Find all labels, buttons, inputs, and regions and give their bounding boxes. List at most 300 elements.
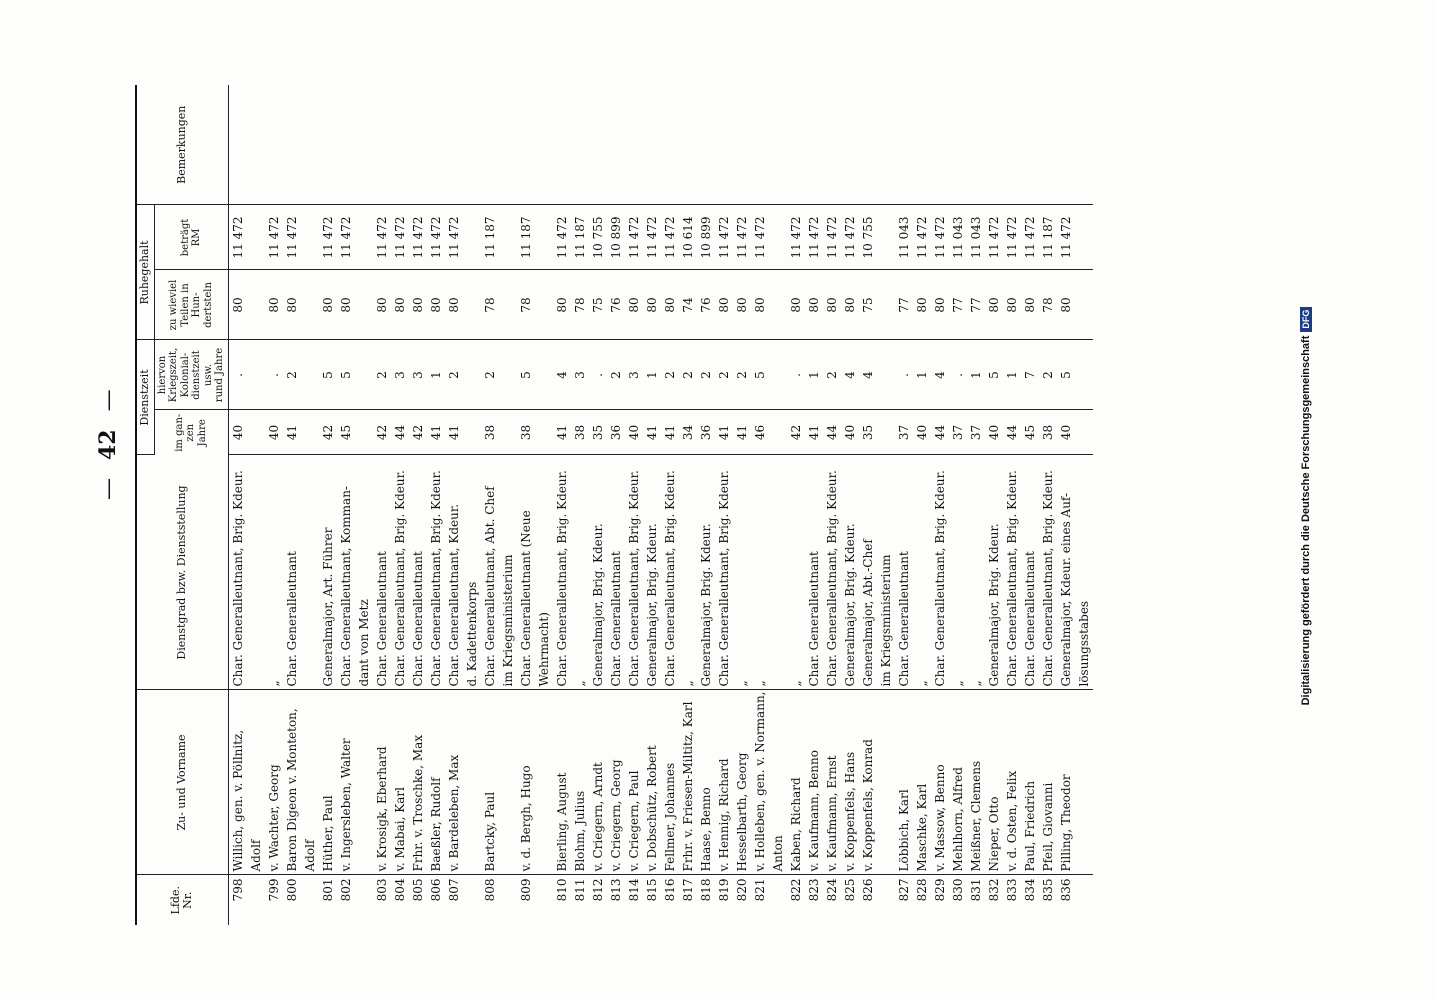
row-years-total: 36	[697, 410, 715, 455]
row-remarks	[1003, 85, 1021, 205]
table-row	[553, 85, 571, 925]
row-rank: dant von Metz	[355, 455, 373, 690]
row-years-war: .	[265, 340, 283, 410]
row-remarks	[228, 85, 247, 205]
row-name: v. Koppenfels, Konrad	[859, 690, 877, 875]
row-amount	[301, 205, 319, 270]
row-amount: 11 472	[643, 205, 661, 270]
row-years-war: 2	[1039, 340, 1057, 410]
row-years-total	[355, 410, 373, 455]
row-nr: 801	[320, 878, 335, 902]
row-name: Frhr. v. Friesen-Miltitz, Karl	[679, 690, 697, 875]
row-years-total	[301, 410, 319, 455]
table-row	[337, 85, 355, 925]
unit-jahre: Jahre	[196, 419, 208, 447]
row-nr	[535, 875, 553, 925]
row-percent: 80	[733, 270, 751, 340]
table-row	[445, 85, 463, 925]
row-percent: 75	[859, 270, 877, 340]
row-amount: 11 472	[319, 205, 337, 270]
table-row	[607, 85, 625, 925]
row-rank: Char. Generalleutnant (Neue	[517, 455, 535, 690]
row-years-total: 44	[391, 410, 409, 455]
row-rank: Generalmajor, Art. Führer	[319, 455, 337, 690]
row-nr	[247, 875, 265, 925]
row-nr: 811	[572, 878, 587, 902]
row-nr: 803	[374, 878, 389, 902]
row-percent: 80	[409, 270, 427, 340]
row-rank: „	[679, 455, 697, 690]
row-years-total: 34	[679, 410, 697, 455]
row-nr: 833	[1004, 878, 1019, 902]
row-years-total: 41	[283, 410, 301, 455]
row-name: Kaben, Richard	[787, 690, 805, 875]
row-nr: 799	[266, 878, 281, 902]
row-years-total: 37	[949, 410, 967, 455]
table-row	[571, 85, 589, 925]
row-remarks	[1057, 85, 1075, 205]
row-years-total	[247, 410, 265, 455]
row-nr	[301, 875, 319, 925]
row-percent: 80	[391, 270, 409, 340]
row-name: v. d. Osten, Felix	[1003, 690, 1021, 875]
row-name	[877, 690, 895, 875]
table-row	[751, 85, 769, 925]
row-nr: 808	[482, 878, 497, 902]
row-name: Baron Digeon v. Monteton,	[283, 690, 301, 875]
row-rank: im Kriegsministerium	[499, 455, 517, 690]
row-amount: 11 472	[373, 205, 391, 270]
row-percent: 80	[931, 270, 949, 340]
row-nr	[769, 875, 787, 925]
row-nr: 830	[950, 878, 965, 902]
col-lfde-label: Lfde.	[168, 886, 182, 915]
row-name: Frhr. v. Troschke, Max	[409, 690, 427, 875]
row-years-war	[769, 340, 787, 410]
row-rank: „	[787, 455, 805, 690]
row-years-war: 4	[931, 340, 949, 410]
row-percent: 80	[985, 270, 1003, 340]
row-percent	[877, 270, 895, 340]
row-amount: 11 187	[517, 205, 535, 270]
row-rank: Char. Generalleutnant, Brig. Kdeur.	[553, 455, 571, 690]
pension-table-rotated	[135, 85, 1295, 925]
table-row	[228, 85, 247, 925]
row-percent: 80	[1003, 270, 1021, 340]
row-years-total: 44	[1003, 410, 1021, 455]
row-years-total	[535, 410, 553, 455]
row-amount: 11 472	[805, 205, 823, 270]
row-rank: Generalmajor, Brig. Kdeur.	[841, 455, 859, 690]
row-remarks	[409, 85, 427, 205]
row-years-total: 44	[931, 410, 949, 455]
row-years-war	[499, 340, 517, 410]
row-percent: 80	[913, 270, 931, 340]
row-rank: Char. Generalleutnant, Brig. Kdeur.	[1003, 455, 1021, 690]
table-row	[1039, 85, 1057, 925]
row-amount	[877, 205, 895, 270]
col-header-hiervon	[154, 340, 228, 410]
row-years-total: 41	[643, 410, 661, 455]
row-percent: 80	[337, 270, 355, 340]
table-row	[787, 85, 805, 925]
row-amount: 11 472	[445, 205, 463, 270]
row-remarks	[985, 85, 1003, 205]
row-percent: 76	[607, 270, 625, 340]
row-years-total	[769, 410, 787, 455]
row-years-total: 44	[823, 410, 841, 455]
row-years-war: 5	[337, 340, 355, 410]
row-rank: Char. Generalleutnant	[1021, 455, 1039, 690]
row-nr: 806	[428, 878, 443, 902]
row-years-total: 40	[985, 410, 1003, 455]
row-years-war	[877, 340, 895, 410]
row-years-war: 1	[805, 340, 823, 410]
row-remarks	[427, 85, 445, 205]
row-years-total: 35	[859, 410, 877, 455]
row-percent: 80	[805, 270, 823, 340]
row-percent: 80	[1057, 270, 1075, 340]
row-years-war: 2	[679, 340, 697, 410]
row-remarks	[265, 85, 283, 205]
row-years-war: 2	[445, 340, 463, 410]
row-name	[1075, 690, 1093, 875]
row-years-total: 45	[337, 410, 355, 455]
page-number	[95, 389, 121, 518]
row-remarks	[481, 85, 499, 205]
row-amount: 11 472	[409, 205, 427, 270]
table-row	[1021, 85, 1039, 925]
col-header-nr	[136, 875, 228, 925]
row-nr: 802	[338, 878, 353, 902]
table-row	[265, 85, 283, 925]
row-amount: 11 187	[481, 205, 499, 270]
row-years-war: 2	[283, 340, 301, 410]
unit-rm: RM	[191, 228, 203, 247]
row-name: Adolf	[301, 690, 319, 875]
row-years-war: 3	[625, 340, 643, 410]
row-percent: 78	[571, 270, 589, 340]
row-remarks	[967, 85, 985, 205]
table-row	[931, 85, 949, 925]
row-years-total: 45	[1021, 410, 1039, 455]
row-nr: 815	[644, 878, 659, 902]
table-row	[1057, 85, 1075, 925]
row-years-total: 40	[228, 410, 247, 455]
table-row	[535, 85, 553, 925]
row-nr: 814	[626, 878, 641, 902]
row-amount: 11 472	[553, 205, 571, 270]
row-remarks	[643, 85, 661, 205]
row-years-total: 41	[427, 410, 445, 455]
table-row	[877, 85, 895, 925]
row-rank: lösungsstabes	[1075, 455, 1093, 690]
row-remarks	[841, 85, 859, 205]
row-rank: Char. Generalleutnant, Brig. Kdeur.	[391, 455, 409, 690]
row-nr: 809	[518, 878, 533, 902]
row-remarks	[733, 85, 751, 205]
row-nr: 827	[896, 878, 911, 902]
col-header-zu-wieviel: zu wieviel Teilen in Hun- dertsteln	[154, 270, 228, 340]
unit-rund-jahre: rund Jahre	[214, 347, 226, 403]
row-remarks	[553, 85, 571, 205]
row-nr	[1075, 875, 1093, 925]
row-name: Willich, gen. v. Pöllnitz,	[228, 690, 247, 875]
table-row	[985, 85, 1003, 925]
row-years-war: 2	[715, 340, 733, 410]
row-name: Pilling, Theodor	[1057, 690, 1075, 875]
row-remarks	[463, 85, 481, 205]
table-row	[319, 85, 337, 925]
row-percent: 80	[625, 270, 643, 340]
row-name: v. Kaufmann, Benno	[805, 690, 823, 875]
row-name: Adolf	[247, 690, 265, 875]
table-row	[499, 85, 517, 925]
row-name: v. Wachter, Georg	[265, 690, 283, 875]
table-row	[733, 85, 751, 925]
row-nr: 823	[806, 878, 821, 902]
row-years-war: .	[589, 340, 607, 410]
row-name: v. Krosigk, Eberhard	[373, 690, 391, 875]
row-percent: 80	[228, 270, 247, 340]
row-years-war: .	[949, 340, 967, 410]
table-row	[1075, 85, 1093, 925]
row-percent: 80	[265, 270, 283, 340]
table-row	[841, 85, 859, 925]
table-row	[859, 85, 877, 925]
row-years-total: 38	[571, 410, 589, 455]
row-percent	[247, 270, 265, 340]
im-ganzen-label: im gan- zen	[173, 413, 197, 452]
row-years-total: 41	[715, 410, 733, 455]
row-percent: 80	[553, 270, 571, 340]
row-percent	[535, 270, 553, 340]
row-amount: 11 472	[985, 205, 1003, 270]
col-header-im-ganzen	[154, 410, 228, 455]
row-nr: 829	[932, 878, 947, 902]
row-nr: 831	[968, 878, 983, 902]
row-name: v. Hennig, Richard	[715, 690, 733, 875]
row-nr	[355, 875, 373, 925]
row-percent	[769, 270, 787, 340]
row-name: Blohm, Julius	[571, 690, 589, 875]
row-nr: 807	[446, 878, 461, 902]
row-percent: 77	[895, 270, 913, 340]
row-remarks	[913, 85, 931, 205]
row-rank: „	[751, 455, 769, 690]
row-years-war: 3	[391, 340, 409, 410]
row-name	[535, 690, 553, 875]
row-years-total: 36	[607, 410, 625, 455]
row-years-total: 42	[373, 410, 391, 455]
row-rank: Char. Generalleutnant	[283, 455, 301, 690]
row-name: Löbbich, Karl	[895, 690, 913, 875]
row-amount: 11 472	[913, 205, 931, 270]
hiervon-label: hiervon Kriegszeit, Kolonial- dienstzeit usw.	[156, 347, 214, 403]
row-name: v. Criegern, Paul	[625, 690, 643, 875]
table-body	[228, 85, 1093, 925]
row-amount	[355, 205, 373, 270]
row-nr: 816	[662, 878, 677, 902]
row-remarks	[787, 85, 805, 205]
row-nr: 805	[410, 878, 425, 902]
row-amount: 10 755	[589, 205, 607, 270]
table-row	[481, 85, 499, 925]
row-name	[463, 690, 481, 875]
row-rank: Char. Generalleutnant, Brig. Kdeur.	[715, 455, 733, 690]
row-remarks	[517, 85, 535, 205]
credit-text: Digitalisierung gefördert durch die Deutsche Forschungsgemeinschaft	[1300, 335, 1312, 706]
table-row	[679, 85, 697, 925]
table-row	[895, 85, 913, 925]
row-percent: 80	[751, 270, 769, 340]
col-header-rank: Dienstgrad bzw. Dienststellung	[136, 455, 228, 690]
row-amount	[247, 205, 265, 270]
row-years-war: 2	[697, 340, 715, 410]
row-nr: 818	[698, 878, 713, 902]
table-row	[463, 85, 481, 925]
col-header-bemerkungen: Bemerkungen	[136, 85, 228, 205]
row-rank: Generalmajor, Brig. Kdeur.	[697, 455, 715, 690]
row-years-total	[463, 410, 481, 455]
table-row	[283, 85, 301, 925]
row-rank: Char. Generalleutnant, Brig. Kdeur.	[661, 455, 679, 690]
row-remarks	[355, 85, 373, 205]
row-years-war	[463, 340, 481, 410]
row-remarks	[751, 85, 769, 205]
row-amount: 11 472	[787, 205, 805, 270]
col-header-dienstzeit: Dienstzeit	[136, 340, 154, 455]
row-years-war: 5	[517, 340, 535, 410]
table-row	[409, 85, 427, 925]
row-amount: 11 472	[625, 205, 643, 270]
row-rank: Char. Generalleutnant, Brig. Kdeur.	[625, 455, 643, 690]
row-percent: 80	[787, 270, 805, 340]
row-nr: 813	[608, 878, 623, 902]
row-years-war: 1	[427, 340, 445, 410]
row-remarks	[301, 85, 319, 205]
row-rank: Char. Generalleutnant, Komman-	[337, 455, 355, 690]
row-amount: 11 472	[283, 205, 301, 270]
row-remarks	[247, 85, 265, 205]
row-amount: 11 472	[1057, 205, 1075, 270]
row-remarks	[535, 85, 553, 205]
row-rank: Char. Generalleutnant	[895, 455, 913, 690]
row-years-war	[1075, 340, 1093, 410]
row-rank: Char. Generalleutnant, Brig. Kdeur.	[228, 455, 247, 690]
row-years-war: 1	[967, 340, 985, 410]
row-rank: Char. Generalleutnant, Brig. Kdeur.	[823, 455, 841, 690]
row-nr: 804	[392, 878, 407, 902]
row-years-total: 46	[751, 410, 769, 455]
row-rank: d. Kadettenkorps	[463, 455, 481, 690]
row-remarks	[805, 85, 823, 205]
row-percent: 80	[715, 270, 733, 340]
row-percent: 78	[1039, 270, 1057, 340]
row-amount: 11 472	[337, 205, 355, 270]
row-nr: 820	[734, 878, 749, 902]
row-rank	[301, 455, 319, 690]
row-years-war: .	[787, 340, 805, 410]
table-row	[823, 85, 841, 925]
row-years-total: 37	[895, 410, 913, 455]
row-name: v. Ingersleben, Walter	[337, 690, 355, 875]
page-dash-right: —	[96, 389, 121, 412]
row-rank: Char. Generalleutnant, Brig. Kdeur.	[931, 455, 949, 690]
table-row	[373, 85, 391, 925]
table-row	[967, 85, 985, 925]
row-name	[499, 690, 517, 875]
row-remarks	[571, 85, 589, 205]
row-remarks	[283, 85, 301, 205]
row-name: Haase, Benno	[697, 690, 715, 875]
row-nr: 817	[680, 878, 695, 902]
row-years-total: 40	[625, 410, 643, 455]
row-remarks	[769, 85, 787, 205]
betraegt-label: beträgt	[179, 218, 191, 257]
row-rank: Generalmajor, Brig. Kdeur.	[589, 455, 607, 690]
row-years-total: 42	[409, 410, 427, 455]
row-amount: 11 043	[967, 205, 985, 270]
header-row-group	[136, 85, 154, 925]
row-amount	[535, 205, 553, 270]
row-remarks	[589, 85, 607, 205]
row-name: v. Dobschütz, Robert	[643, 690, 661, 875]
row-rank: Char. Generalleutnant	[607, 455, 625, 690]
row-years-total: 40	[1057, 410, 1075, 455]
row-name: Maschke, Karl	[913, 690, 931, 875]
row-years-war	[247, 340, 265, 410]
row-years-total: 41	[661, 410, 679, 455]
row-amount: 11 472	[391, 205, 409, 270]
row-name: v. Criegern, Georg	[607, 690, 625, 875]
row-percent: 80	[661, 270, 679, 340]
row-percent: 80	[445, 270, 463, 340]
row-nr: 836	[1058, 878, 1073, 902]
row-years-war: .	[228, 340, 247, 410]
row-years-total: 41	[805, 410, 823, 455]
row-remarks	[445, 85, 463, 205]
row-remarks	[1075, 85, 1093, 205]
row-nr: 821	[752, 878, 767, 902]
row-years-total: 42	[319, 410, 337, 455]
row-amount: 11 472	[1021, 205, 1039, 270]
row-years-war: 7	[1021, 340, 1039, 410]
row-name	[355, 690, 373, 875]
row-rank: Wehrmacht)	[535, 455, 553, 690]
row-years-war: 1	[913, 340, 931, 410]
row-remarks	[391, 85, 409, 205]
row-remarks	[1021, 85, 1039, 205]
row-rank: Char. Generalleutnant	[409, 455, 427, 690]
dfg-badge: DFG	[1300, 307, 1312, 332]
row-rank: Char. Generalleutnant, Abt. Chef	[481, 455, 499, 690]
row-years-total: 35	[589, 410, 607, 455]
row-name: v. Mabai, Karl	[391, 690, 409, 875]
row-years-total: 40	[841, 410, 859, 455]
row-years-total: 41	[553, 410, 571, 455]
table-row	[661, 85, 679, 925]
table-row	[391, 85, 409, 925]
row-percent: 76	[697, 270, 715, 340]
table-row	[1003, 85, 1021, 925]
row-rank: Char. Generalleutnant, Brig. Kdeur.	[427, 455, 445, 690]
row-remarks	[679, 85, 697, 205]
row-amount: 11 043	[949, 205, 967, 270]
row-percent: 75	[589, 270, 607, 340]
row-years-war: 1	[643, 340, 661, 410]
row-years-total	[499, 410, 517, 455]
